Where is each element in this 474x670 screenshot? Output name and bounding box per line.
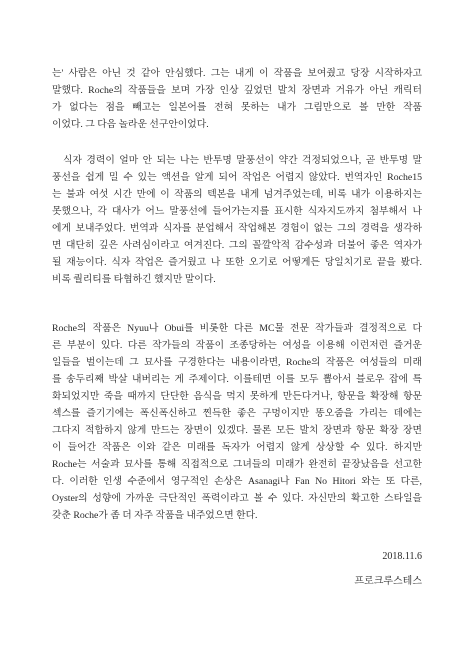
paragraph-line: 풍선을 쉽게 밀 수 있는 액션을 알게 되어 작업은 어렵지 않았다. 번역자인 Roche15 <box>52 172 422 183</box>
body-paragraph <box>52 320 422 524</box>
paragraph-line: 에게 보내주었다. 번역과 식자를 분업해서 작업해본 경험이 없는 그의 경력을 생각하 <box>52 223 422 234</box>
paragraph-line: 이 들어간 작품은 이와 같은 미래를 독자가 어렵지 않게 상상할 수 있다. 하지만 <box>52 442 422 453</box>
body-paragraph <box>52 152 422 288</box>
paragraph-line: Oyster의 성향에 가까운 극단적인 폭력이라고 볼 수 있다. 자신만의 확고한 스타일을 <box>52 493 422 504</box>
paragraph-line: 다. 이러한 인생 수준에서 영구적인 손상은 Asanagi나 Fan No Hitori 와는 또 다른, <box>52 476 422 487</box>
paragraph-line: 른 부분이 있다. 다른 작가들의 작품이 조종당하는 여성을 이용해 이런저런 즐거운 <box>52 340 422 351</box>
paragraph-line: 그다지 적합하지 않게 만드는 장면이 있겠다. 물론 모든 발치 장면과 항문 확장 장면 <box>52 425 422 436</box>
paragraph-line: Roche의 작품은 Nyuu나 Obui를 비롯한 다른 MC물 전문 작가들과 결정적으로 다 <box>52 323 422 334</box>
paragraph-line: 는' 사람은 아닌 것 같아 안심했다. 그는 내게 이 작품을 보여줬고 당장 시작하자고 <box>52 68 422 79</box>
paragraph-line: 일들을 벌이는데 그 묘사를 구경한다는 내용이라면, Roche의 작품은 여성들의 미래 <box>52 357 422 368</box>
paragraph-line: 못했으나, 각 대사가 어느 말풍선에 들어가는지를 표시한 식자지도까지 첨부해서 나 <box>52 206 422 217</box>
paragraph-line: 될 재능이다. 식자 작업은 즐거웠고 나 또한 오기로 어떻게든 당일치기로 끝을 봤다. <box>52 257 422 268</box>
paragraph-line: 화되었지만 죽을 때까지 단단한 음식을 먹지 못하게 만든다거나, 항문을 확장해 항문 <box>52 391 422 402</box>
paragraph-line: 면 대단히 깊은 사려심이라고 여겨진다. 그의 꼴깔악적 감수성과 더불어 좋은 역자가 <box>52 240 422 251</box>
body-paragraph <box>52 65 422 133</box>
paragraph-line: 말했다. Roche의 작품들을 보며 가장 인상 깊었던 발치 장면과 거유가 아닌 캐릭터 <box>52 85 422 96</box>
paragraph-line: 가 없다는 점을 빼고는 일본어를 전혀 못하는 내가 그림만으로 볼 만한 작품 <box>52 102 422 113</box>
paragraph-line: 섹스를 즐기기에는 폭신폭신하고 찐득한 좋은 구멍이지만 똥오줌을 가리는 데에는 <box>52 408 422 419</box>
paragraph-line: 는 불과 여섯 시간 만에 이 작품의 텍본을 내게 넘겨주었는데, 비록 내가 이용하지는 <box>52 189 422 200</box>
author-signature: 프로크루스테스 <box>354 576 422 587</box>
paragraph-line: 를 송두리째 박살 내버리는 게 주제이다. 이를테면 이를 모두 뽑아서 블로우 잡에 특 <box>52 374 422 385</box>
paragraph-line: 갖춘 Roche가 좀 더 자주 작품을 내주었으면 한다. <box>52 510 258 521</box>
paragraph-line: 비록 퀄리티를 타협하긴 했지만 말이다. <box>52 274 216 285</box>
paragraph-line: 이었다. 그 다음 놀라운 선구안이었다. <box>52 119 209 130</box>
document-date: 2018.11.6 <box>382 551 422 562</box>
paragraph-line: 식자 경력이 얼마 안 되는 나는 반투명 말풍선이 약간 걱정되었으나, 곧 반투명 말 <box>63 155 422 166</box>
paragraph-line: Roche는 서술과 묘사를 통해 직접적으로 그녀들의 미래가 완전히 끝장났음을 선고한 <box>52 459 422 470</box>
